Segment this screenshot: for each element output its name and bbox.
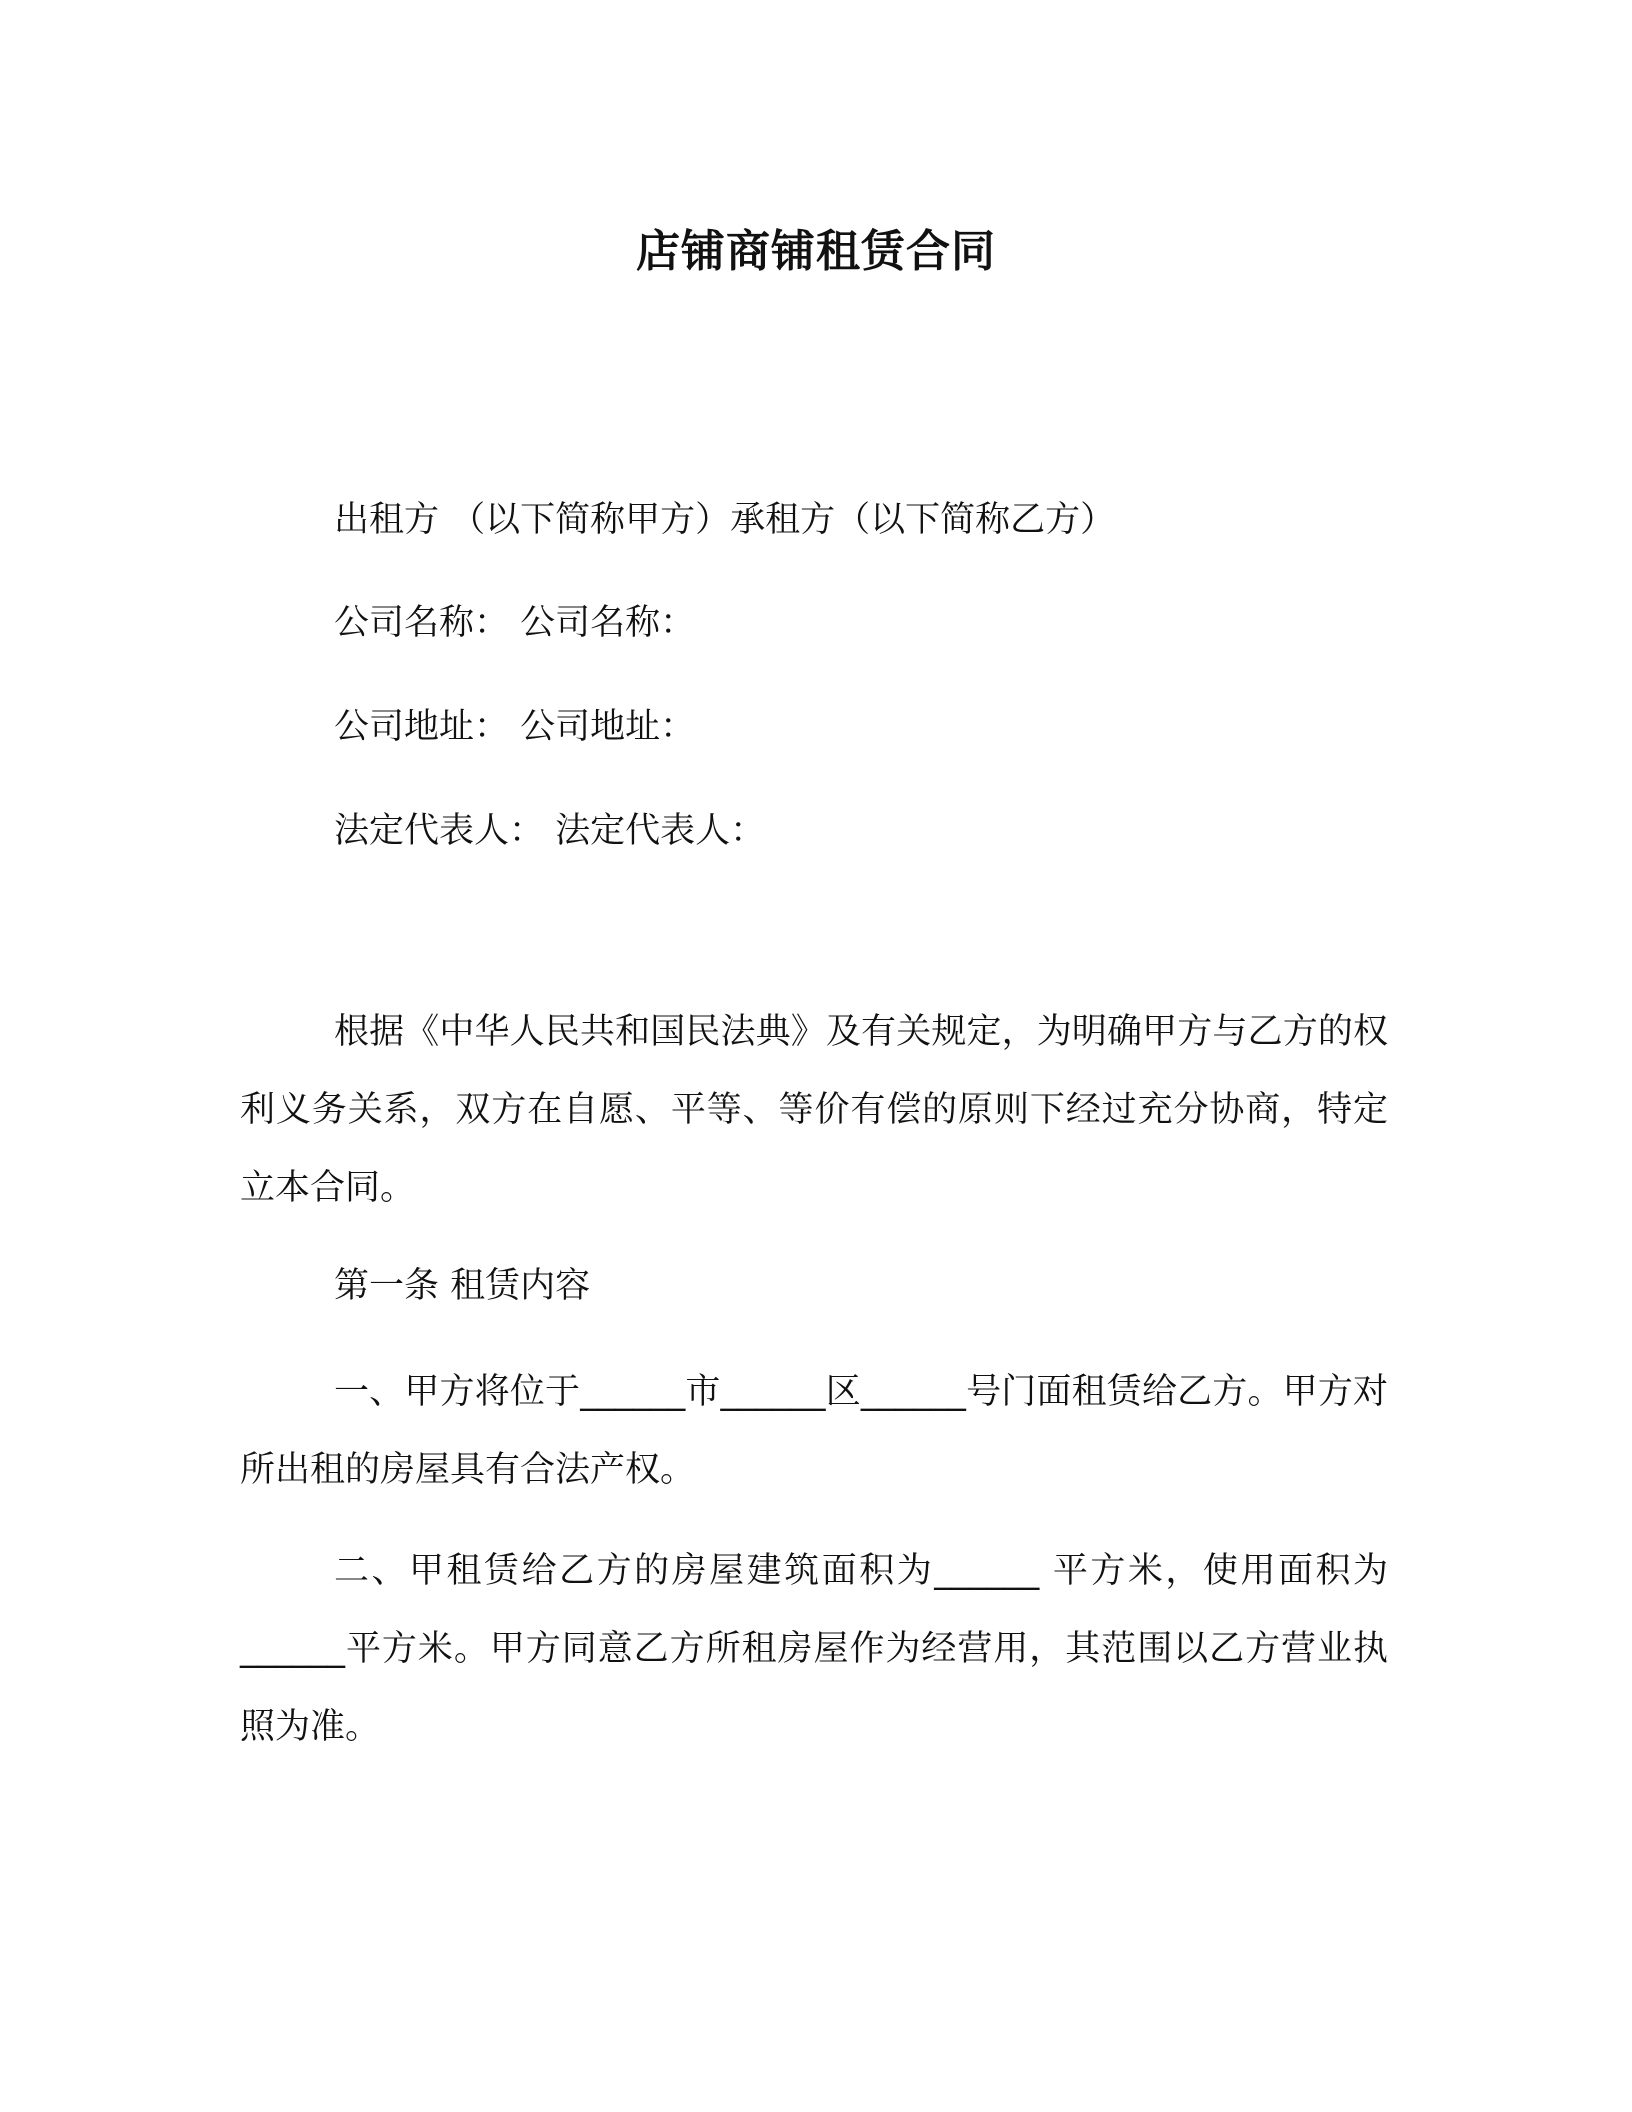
- article-1-clause-1: 一、甲方将位于______市______区______号门面租赁给乙方。甲方对所出租的房屋具有合法产权。: [240, 1372, 1388, 1490]
- preamble-paragraph: 根据《中华人民共和国民法典》及有关规定，为明确甲方与乙方的权利义务关系，双方在自愿、平等、等价有偿的原则下经过充分协商，特定立本合同。: [240, 1012, 1388, 1208]
- legal-representative-line: 法定代表人： 法定代表人：: [334, 811, 766, 851]
- article-1-heading: 第一条 租赁内容: [334, 1266, 591, 1306]
- article-1-clause-2: 二、甲租赁给乙方的房屋建筑面积为______ 平方米，使用面积为______平方米。甲方同意乙方所租房屋作为经营用，其范围以乙方营业执照为准。: [240, 1551, 1388, 1747]
- parties-intro: 出租方 （以下简称甲方）承租方（以下简称乙方）: [334, 500, 1116, 540]
- company-address-line: 公司地址： 公司地址：: [334, 707, 696, 747]
- document-title: 店铺商铺租赁合同: [636, 226, 996, 277]
- company-name-line: 公司名称： 公司名称：: [334, 603, 696, 643]
